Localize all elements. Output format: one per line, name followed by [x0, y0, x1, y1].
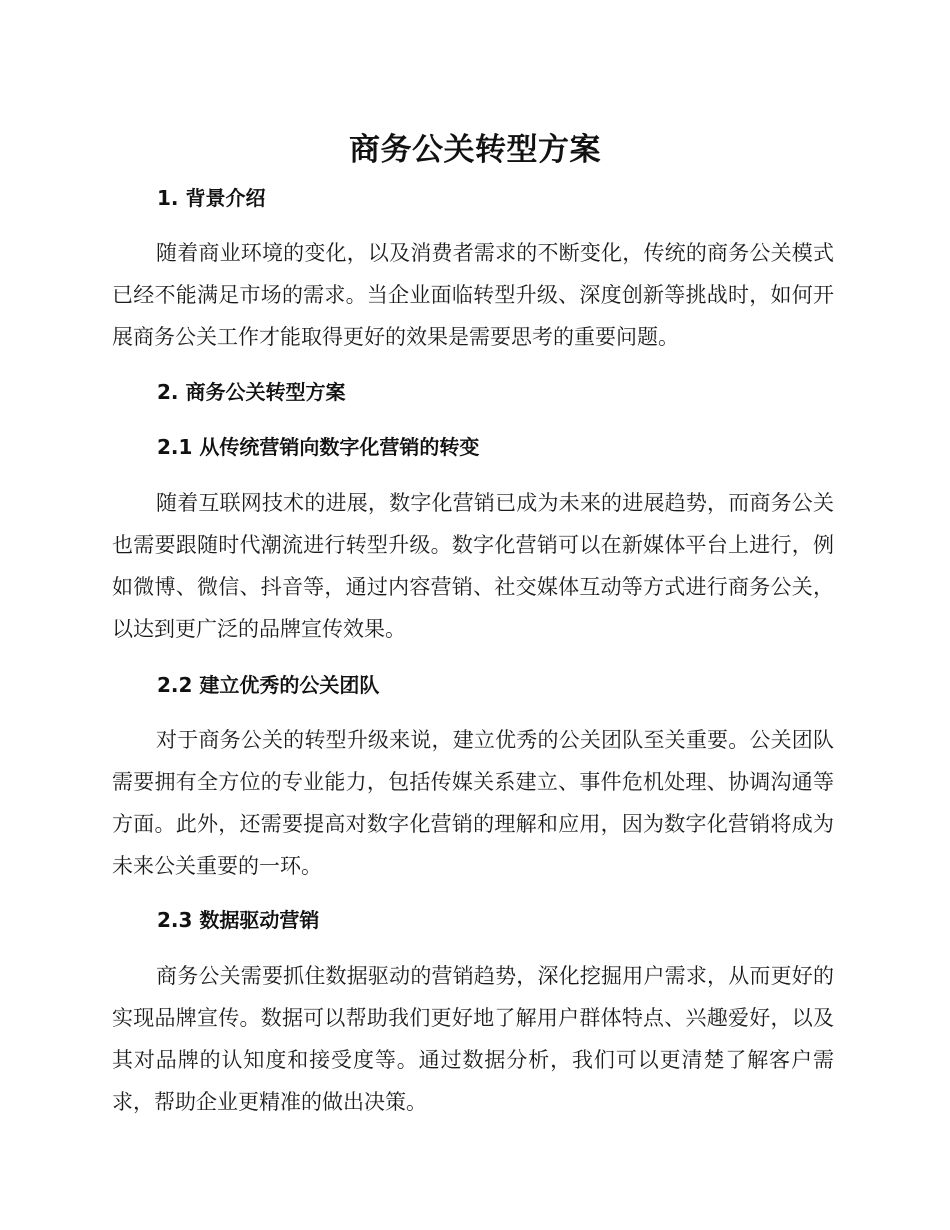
paragraph-background: 随着商业环境的变化，以及消费者需求的不断变化，传统的商务公关模式已经不能满足市场的需求。当企业面临转型升级、深度创新等挑战时，如何开展商务公关工作才能取得更好的效果是需要思考的重要问题。	[112, 241, 834, 349]
section-heading-transformation-plan: 2. 商务公关转型方案	[157, 380, 346, 404]
section-heading-data-driven: 2.3 数据驱动营销	[157, 908, 320, 932]
paragraph-data-driven: 商务公关需要抓住数据驱动的营销趋势，深化挖掘用户需求，从而更好的实现品牌宣传。数据可以帮助我们更好地了解用户群体特点、兴趣爱好，以及其对品牌的认知度和接受度等。通过数据分析，我们可以更清楚了解客户需求，帮助企业更精准的做出决策。	[112, 964, 834, 1114]
paragraph-digital-marketing: 随着互联网技术的进展，数字化营销已成为未来的进展趋势，而商务公关也需要跟随时代潮流进行转型升级。数字化营销可以在新媒体平台上进行，例如微博、微信、抖音等，通过内容营销、社交媒体互动等方式进行商务公关，以达到更广泛的品牌宣传效果。	[112, 491, 834, 641]
document-title: 商务公关转型方案	[349, 132, 601, 168]
section-heading-pr-team: 2.2 建立优秀的公关团队	[157, 673, 380, 697]
section-heading-digital-marketing: 2.1 从传统营销向数字化营销的转变	[157, 435, 480, 459]
paragraph-pr-team: 对于商务公关的转型升级来说，建立优秀的公关团队至关重要。公关团队需要拥有全方位的专业能力，包括传媒关系建立、事件危机处理、协调沟通等方面。此外，还需要提高对数字化营销的理解和应用，因为数字化营销将成为未来公关重要的一环。	[112, 728, 834, 878]
section-heading-background: 1. 背景介绍	[157, 186, 266, 210]
